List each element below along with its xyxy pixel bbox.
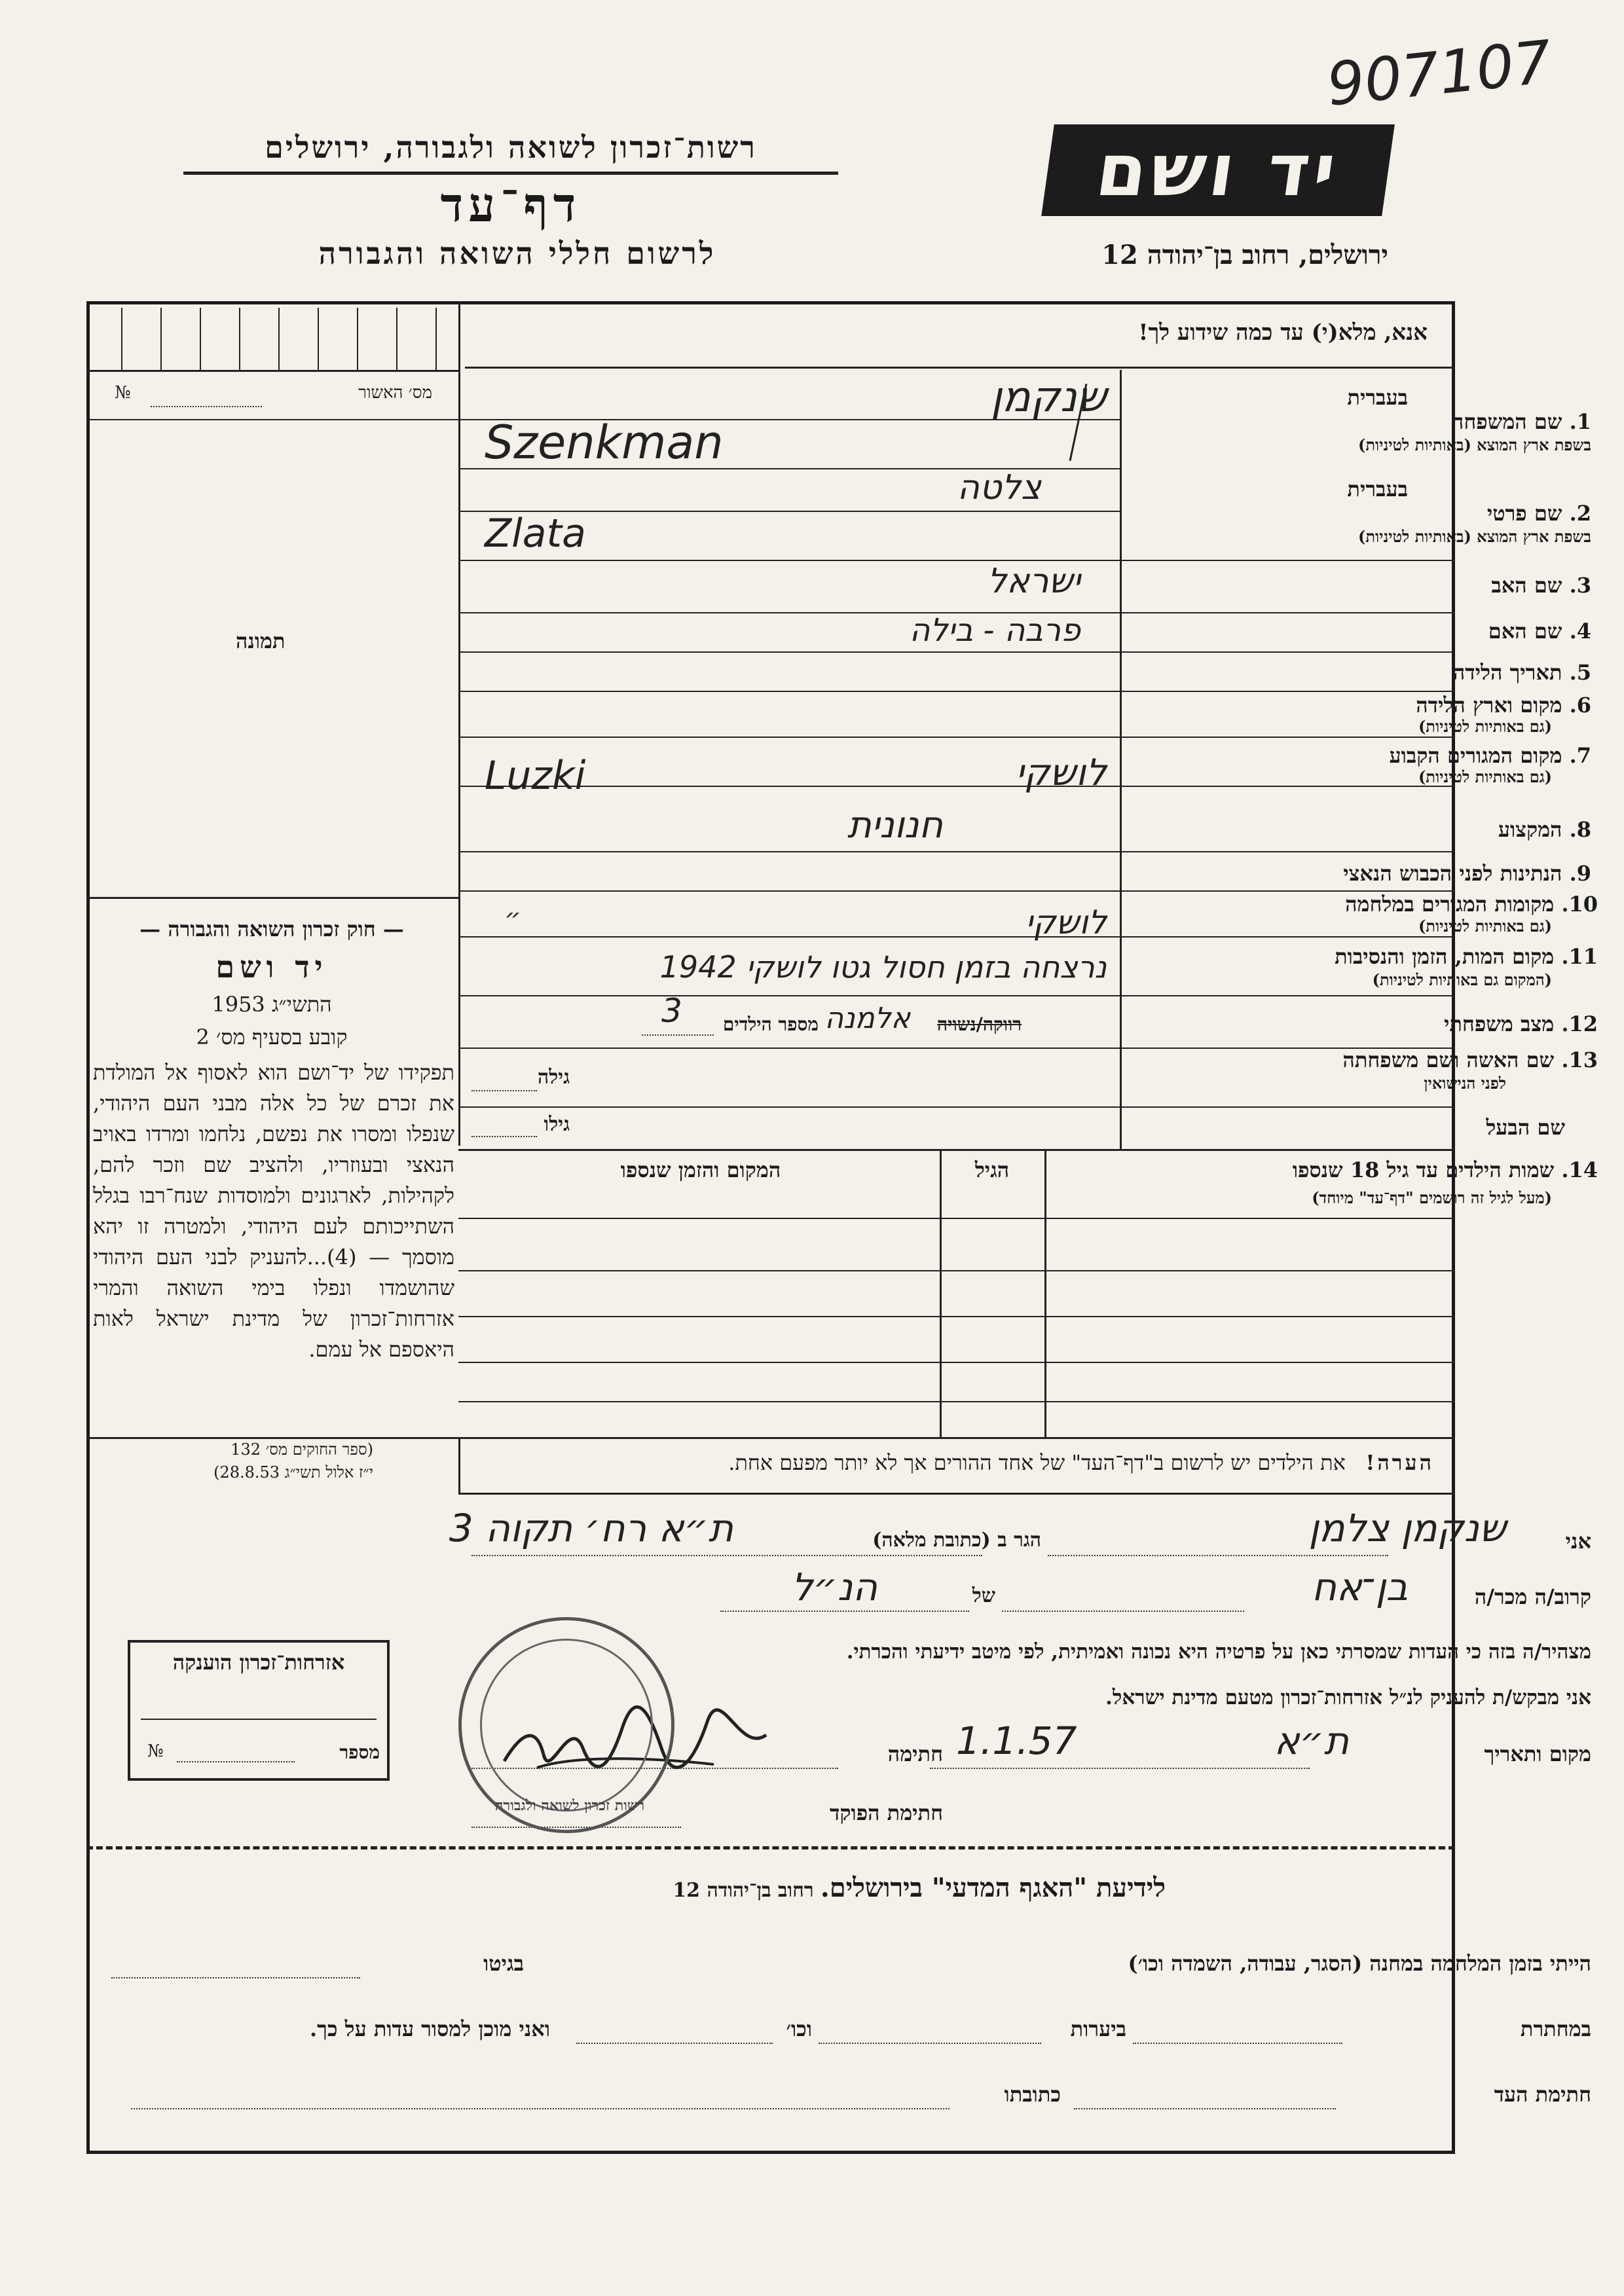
field-11-label: 11. מקום המות, הזמן והנסיבות [1335,944,1598,969]
law-body: תפקידו של יד־ושם הוא לאסוף אל המולדת את זכרם של כל אלה מבני העם היהודי, שנפלו ומסרו את נפשם, נלחמו ומרדו באויב הנאצי ובעוזריו, ולהציב שם וזכר להם, לקהילות, לארגונים ולמוסדות שנח־רבו בגלל השתייכותם לעם היהודי, ולמטרה זו יהא מוסמך — (4)...להעניק לבני העם היהודי שהושמדו ונפלו בימי השואה והמרי אזרחות־זכרון של מדינת ישראל לאות היאספם אל עמם. [93,1060,455,1362]
law-title: — חוק זכרון השואה והגבורה — [139,917,404,941]
dept-line2-a: במחתרת [1520,2016,1591,2041]
stamp-text: רשות זכרון לשואה ולגבורה [494,1797,645,1814]
children-col-names: 14. שמות הילדים עד גיל 18 שנספו [1292,1157,1598,1182]
dept-line3-a: חתימת העד [1494,2082,1591,2107]
law-clause: קובע בסעיף מס׳ 2 [196,1025,348,1049]
decl-date-value[interactable]: 1.1.57 [956,1719,1077,1763]
decl-signature-label: חתימה [887,1741,943,1766]
dept-line1-a: הייתי בזמן המלחמה במחנה (הסגר, עבודה, השמדה וכו׳) [1128,1951,1591,1976]
dept-divider [86,1846,1455,1850]
approval-number-line [151,406,262,407]
children-col-names-sub: (מעל לגיל זה רושמים "דף־עד" מיוחד) [1312,1188,1552,1207]
field-11-sub: (המקום גם באותיות לטיניות) [1372,970,1552,989]
field-3-value[interactable]: ישראל [987,562,1080,601]
field-1-hebrew-value[interactable]: שנקמן [990,373,1107,422]
field-7-sub: (גם באותיות לטיניות) [1418,767,1552,786]
authority-underline [183,172,838,175]
field-7-label: 7. מקום המגורים הקבוע [1389,743,1591,768]
field-10-label-text: מקומות המגורים במלחמה [1345,892,1555,917]
field-1-hebrew-label: בעברית [1347,385,1408,410]
instruction-text: אנא, מלא(י) עד כמה שידוע לך! [1138,319,1428,346]
form-title: דף־עד [440,177,581,232]
form-subtitle: לרשום חללי השואה והגבורה [318,236,716,271]
dept-line2-c: וכו׳ [786,2016,812,2041]
field-7-hebrew-value[interactable]: לושקי [1015,752,1107,794]
field-6-sub: (גם באותיות לטיניות) [1418,717,1552,736]
decl-lives-label: הגר ב (כתובת מלאה) [872,1529,1041,1552]
field-2-hebrew-label: בעברית [1347,477,1408,501]
field-10-value[interactable]: לושקי [1025,903,1107,941]
children-col-names-text: שמות הילדים עד גיל 18 שנספו [1292,1157,1555,1182]
logo-text: יד ושם [1091,128,1345,212]
law-ref-1: (ספר החוקים מס׳ 132 [231,1440,373,1459]
field-8-label: 8. המקצוע [1498,817,1591,842]
field-3-label: 3. שם האב [1491,573,1591,598]
field-12-status-options[interactable]: רווקה/נשויה [937,1013,1022,1035]
field-13-sub: לפני הנישואין [1424,1074,1506,1093]
field-8-value[interactable]: חנונית [847,804,943,847]
approval-label: מס׳ האשור [358,383,432,403]
field-9-label-text: הנתינות לפני הכבוש הנאצי [1343,861,1562,886]
citizenship-number-sign: № [147,1741,164,1761]
decl-name-value[interactable]: שנקמן צלמן [1308,1506,1506,1550]
field-13-label: 13. שם האשה ושם משפחתה [1342,1048,1598,1072]
field-5-label-text: תאריך הלידה [1452,660,1562,685]
field-6-label-text: מקום וארץ הלידה [1416,693,1562,718]
left-top-strip-line [86,370,460,372]
decl-relative-label: קרוב/ה מכר/ה [1474,1584,1591,1609]
field-10-label: 10. מקומות המגורים במלחמה [1345,892,1598,917]
decl-request-text: אני מבקש/ת להעניק לנ״ל אזרחות־זכרון מטעם מדינת ישראל. [1105,1686,1591,1709]
field-12-label: 12. מצב משפחתי [1444,1011,1598,1036]
serial-number: 907107 [1323,27,1555,120]
law-year-num: 1953 [212,992,265,1017]
decl-of-value[interactable]: הנ״ל [791,1565,877,1609]
field-5-label: 5. תאריך הלידה [1452,660,1591,685]
dept-line3-b: כתובתו [1004,2082,1061,2107]
field-4-label: 4. שם האם [1488,619,1591,644]
field-1-latin-value[interactable]: Szenkman [485,416,724,469]
field-10-sub: (גם באותיות לטיניות) [1418,917,1552,936]
note-label: הערה! [1365,1450,1434,1475]
note-row [465,1450,1434,1475]
field-2-label-text: שם פרטי [1486,501,1562,526]
field-9-label: 9. הנתינות לפני הכבוש הנאצי [1343,861,1591,886]
law-ref-2: י״ז אלול תשי״ג 28.8.53) [213,1463,373,1482]
field-3-label-text: שם האב [1491,573,1562,598]
decl-officer-label: חתימת הפוקד [830,1800,943,1825]
field-2-hebrew-value[interactable]: צלטה [957,468,1041,507]
decl-place-date-label: מקום ותאריך [1484,1741,1591,1766]
field-12-children-label: מספר הילדים [722,1013,819,1035]
citizenship-number-label: מספר [339,1741,380,1763]
field-13-label-text: שם האשה ושם משפחתה [1342,1048,1555,1072]
decl-of-label: של [972,1584,995,1607]
field-13-age-label: גילה [537,1066,570,1089]
field-12-widow-value[interactable]: אלמנה [824,1002,910,1035]
official-stamp [458,1617,674,1833]
husband-age-label: גילו [544,1113,570,1136]
label-column-border [1120,370,1122,1149]
citizenship-title: אזרחות־זכרון הוענקה [172,1650,345,1675]
law-year [92,992,452,1017]
field-1-sub: בשפת ארץ המוצא (באותיות לטיניות) [1358,435,1591,454]
field-2-sub: בשפת ארץ המוצא (באותיות לטיניות) [1358,527,1591,546]
photo-label: תמונה [236,629,286,653]
field-11-value[interactable]: נרצחה בזמן חסול גטו לושקי 1942 [659,949,1107,985]
note-top-line [86,1437,1455,1439]
field-4-value[interactable]: פרבה - בילה [909,612,1080,649]
dept-line2-d: ואני מוכן למסור עדות על כך. [309,2016,550,2041]
decl-declare-text: מצהיר/ה בזה כי העדות שמסרתי כאן על פרטיה היא נכונה ואמיתית, לפי מיטב ידיעתי והכרתי. [846,1640,1591,1664]
authority-name: רשות־זכרון לשואה ולגבורה, ירושלים [265,130,757,165]
field-2-label: 2. שם פרטי [1486,501,1591,526]
field-1-label-text: שם המשפחה [1451,409,1562,434]
left-column-border [458,301,460,1146]
husband-label: שם הבעל [1486,1115,1565,1140]
law-year-heb: התשי״ג [271,992,332,1017]
children-table-top [458,1149,1455,1151]
decl-place-value[interactable]: ת״א [1274,1719,1349,1763]
dept-address: רחוב בן־יהודה 12 [673,1879,814,1902]
field-7-latin-value[interactable]: Luzki [485,753,586,799]
field-1-label: 1. שם המשפחה [1451,409,1591,434]
field-2-latin-value[interactable]: Zlata [485,511,586,556]
note-text: את הילדים יש לרשום ב"דף־העד" של אחד ההורים אך לא יותר מפעם אחת. [728,1450,1346,1475]
instruction-underline [465,367,1455,369]
field-12-label-text: מצב משפחתי [1444,1011,1555,1036]
field-8-label-text: המקצוע [1498,817,1562,842]
field-12-children-value[interactable]: 3 [661,992,682,1030]
field-7-label-text: מקום המגורים הקבוע [1389,743,1562,768]
dept-heading [131,1872,1166,1903]
dept-title: לידיעת "האגף המדעי" בירושלים. [820,1872,1166,1903]
field-6-label: 6. מקום וארץ הלידה [1416,693,1591,718]
dept-line1-b: בגיטו [483,1951,524,1976]
note-bottom-line [458,1493,1455,1495]
header-address: ירושלים, רחוב בן־יהודה 12 [1101,240,1388,270]
children-col-age: הגיל [974,1157,1010,1182]
decl-address-value[interactable]: ת״א רח׳ תקוה 3 [449,1506,733,1550]
law-name: יד ושם [215,949,328,985]
field-11-label-text: מקום המות, הזמן והנסיבות [1335,944,1555,969]
field-4-label-text: שם האם [1488,619,1562,644]
decl-relation-value[interactable]: בן־אח [1312,1565,1408,1609]
decl-i-label: אני [1565,1529,1591,1554]
children-col-place: המקום והזמן שנספו [620,1157,781,1182]
field-10-ditto: ״ [504,903,521,934]
yad-vashem-logo [1041,124,1395,216]
dept-line2-b: ביערות [1070,2016,1126,2041]
photo-bottom-line [86,897,460,899]
approval-no-sign: № [115,383,131,403]
